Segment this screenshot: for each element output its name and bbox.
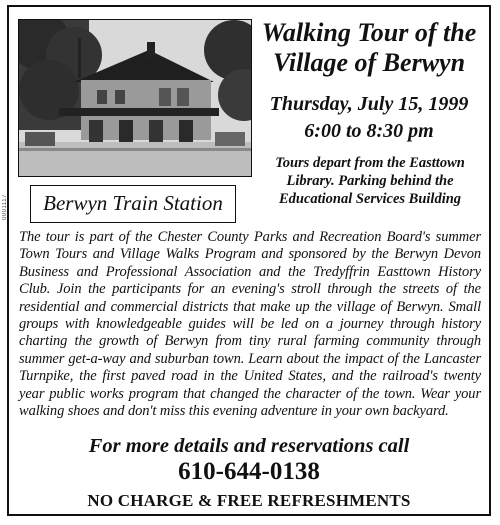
archive-tag: 0001117 — [2, 194, 8, 220]
train-station-photo — [18, 19, 252, 177]
no-charge-notice: NO CHARGE & FREE REFRESHMENTS — [87, 491, 411, 510]
phone-number: 610-644-0138 — [178, 458, 320, 485]
description-paragraph: The tour is part of the Chester County Parks and Recreation Board's summer Town Tours and Village Walks Program and sponsored by the Berwyn Devon Business and Professional Association and the Tredyffrin Easttown History Club. Join the participants for an evening's stroll through the streets of the residential and commercial districts that make up the village of Berwyn. Small groups with knowledgeable guides will be led on a journey through history charting the growth of Berwyn from tiny rural farming community through summer get-a-way and suburban town. Learn about the impact of the Lancaster Turnpike, the first paved road in the United States, and the railroad's twenty year public works program that changed the character of the town. Wear your walking shoes and don't miss this evening adventure in your own backyard. — [19, 229, 481, 420]
photo-caption: Berwyn Train Station — [30, 185, 236, 223]
reservation-call-to-action: For more details and reservations call — [88, 435, 410, 457]
event-time: 6:00 to 8:30 pm — [304, 120, 434, 142]
event-date: Thursday, July 15, 1999 — [269, 93, 469, 115]
page-title: Walking Tour of the Village of Berwyn — [261, 18, 477, 77]
departure-note: Tours depart from the Easttown Library. Parking behind the Educational Services Building — [275, 155, 465, 207]
